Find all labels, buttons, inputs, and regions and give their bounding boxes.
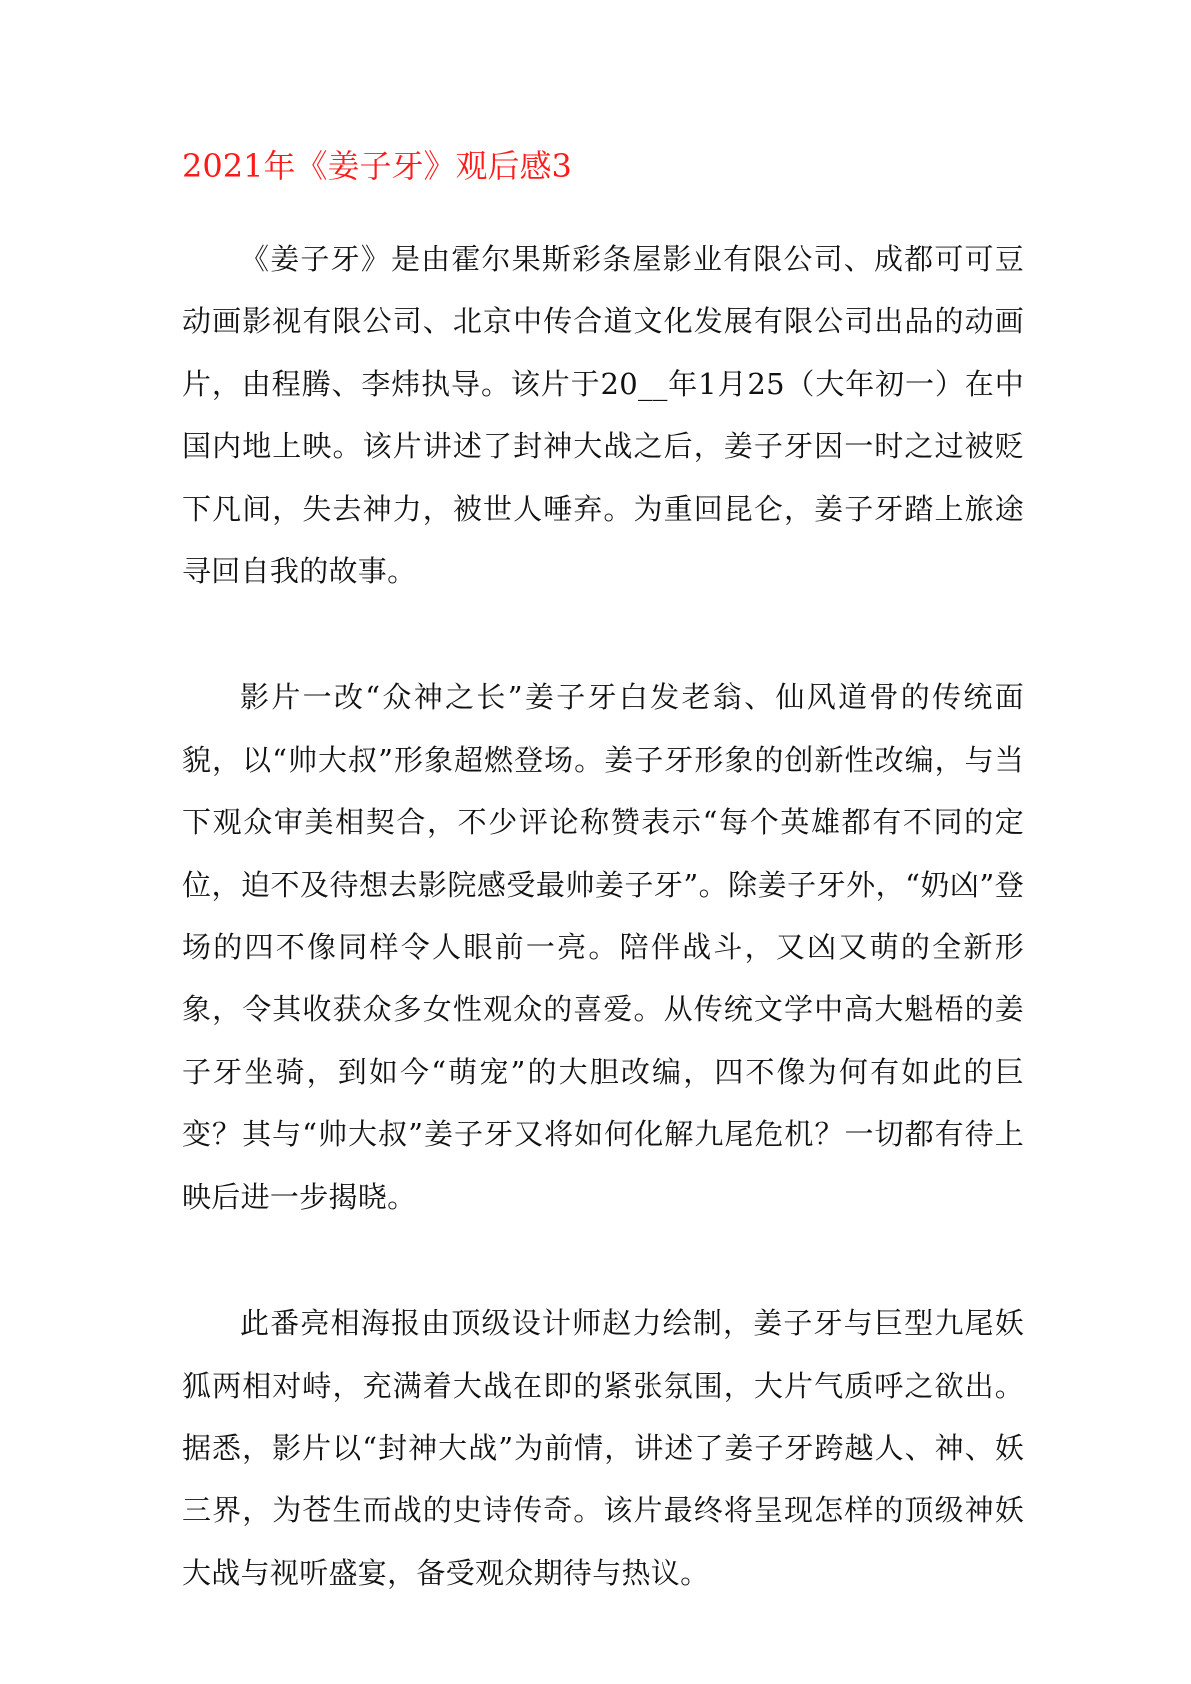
paragraph-character-redesign: 影片一改“众神之长”姜子牙白发老翁、仙风道骨的传统面貌，以“帅大叔”形象超燃登场。姜子牙形象的创新性改编，与当下观众审美相契合，不少评论称赞表示“每个英雄都有不同的定位，迫不及待想去影院感受最帅姜子牙”。除姜子牙外，“奶凶”登场的四不像同样令人眼前一亮。陪伴战斗，又凶又萌的全新形象，令其收获众多女性观众的喜爱。从传统文学中高大魁梧的姜子牙坐骑，到如今“萌宠”的大胆改编，四不像为何有如此的巨变？其与“帅大叔”姜子牙又将如何化解九尾危机？一切都有待上映后进一步揭晓。	[182, 680, 1024, 1214]
paragraph-intro: 《姜子牙》是由霍尔果斯彩条屋影业有限公司、成都可可豆动画影视有限公司、北京中传合道文化发展有限公司出品的动画片，由程腾、李炜执导。该片于20__年1月25（大年初一）在中国内地上映。该片讲述了封神大战之后，姜子牙因一时之过被贬下凡间，失去神力，被世人唾弃。为重回昆仑，姜子牙踏上旅途寻回自我的故事。	[182, 242, 1024, 589]
document-title: 2021年《姜子牙》观后感3	[182, 147, 572, 185]
document-body	[182, 228, 1024, 1668]
paragraph-poster: 此番亮相海报由顶级设计师赵力绘制，姜子牙与巨型九尾妖狐两相对峙，充满着大战在即的紧张氛围，大片气质呼之欲出。据悉，影片以“封神大战”为前情，讲述了姜子牙跨越人、神、妖三界，为苍生而战的史诗传奇。该片最终将呈现怎样的顶级神妖大战与视听盛宴，备受观众期待与热议。	[182, 1306, 1024, 1590]
